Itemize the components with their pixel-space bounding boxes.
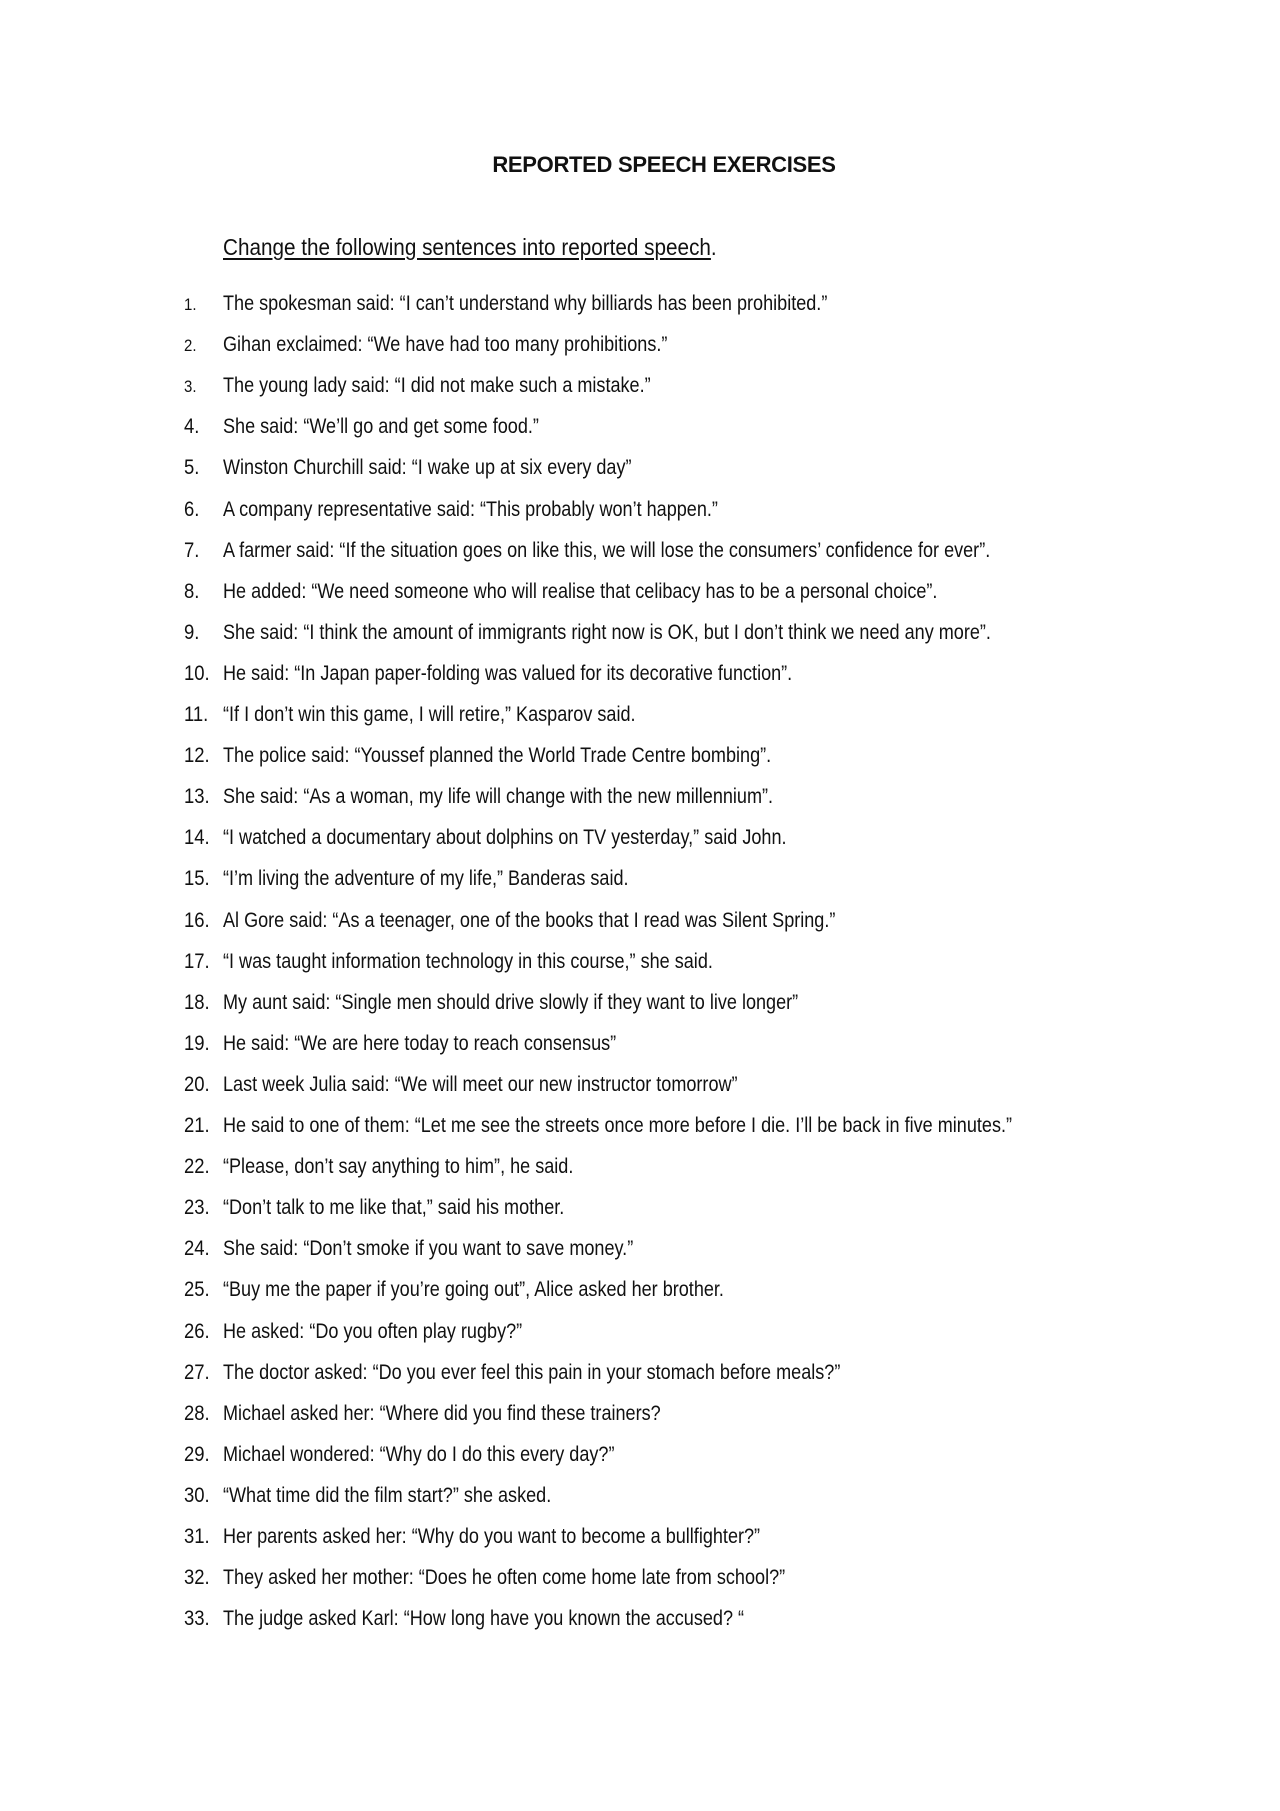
item-number: 9. (184, 620, 200, 644)
item-number: 21. (184, 1114, 210, 1137)
item-sentence: She said: “Don’t smoke if you want to save money.” (223, 1237, 634, 1261)
instruction-period: . (710, 234, 717, 260)
item-sentence: “Buy me the paper if you’re going out”, Alice asked her brother. (223, 1278, 724, 1302)
item-sentence: Her parents asked her: “Why do you want to become a bullfighter?” (223, 1525, 761, 1548)
item-sentence: A company representative said: “This probably won’t happen.” (223, 497, 718, 521)
item-sentence: Al Gore said: “As a teenager, one of the books that I read was Silent Spring.” (223, 908, 836, 932)
instruction (223, 234, 717, 261)
item-number: 7. (184, 538, 200, 562)
item-sentence: The spokesman said: “I can’t understand why billiards has been prohibited.” (223, 292, 828, 315)
item-number: 24. (184, 1237, 210, 1261)
item-sentence: He asked: “Do you often play rugby?” (223, 1319, 523, 1343)
item-sentence: Gihan exclaimed: “We have had too many prohibitions.” (223, 333, 668, 357)
item-number: 16. (184, 908, 210, 932)
item-sentence: She said: “I think the amount of immigrants right now is OK, but I don’t think we need any more”. (223, 620, 991, 644)
item-number: 14. (184, 826, 210, 850)
item-number: 8. (184, 579, 200, 603)
item-number: 19. (184, 1031, 210, 1055)
item-number: 29. (184, 1442, 210, 1466)
item-sentence: “What time did the film start?” she asked. (223, 1483, 552, 1507)
item-number: 18. (184, 990, 210, 1014)
item-sentence: Michael wondered: “Why do I do this every day?” (223, 1442, 615, 1466)
item-sentence: Winston Churchill said: “I wake up at six every day” (223, 456, 632, 480)
item-sentence: A farmer said: “If the situation goes on like this, we will lose the consumers’ confidence for ever”. (223, 538, 991, 562)
item-number: 15. (184, 867, 210, 891)
item-sentence: “I was taught information technology in this course,” she said. (223, 949, 713, 973)
item-sentence: They asked her mother: “Does he often come home late from school?” (223, 1566, 786, 1590)
item-sentence: The judge asked Karl: “How long have you known the accused? “ (223, 1607, 745, 1631)
item-sentence: “Don’t talk to me like that,” said his mother. (223, 1196, 565, 1220)
item-number: 12. (184, 744, 210, 768)
item-sentence: He said: “In Japan paper-folding was valued for its decorative function”. (223, 661, 793, 685)
item-sentence: “Please, don’t say anything to him”, he said. (223, 1155, 574, 1179)
item-sentence: He added: “We need someone who will realise that celibacy has to be a personal choice”. (223, 579, 938, 603)
item-number: 17. (184, 949, 210, 973)
item-number: 32. (184, 1566, 210, 1590)
item-number: 4. (184, 415, 200, 439)
item-number: 22. (184, 1155, 210, 1179)
item-number: 2. (184, 336, 197, 356)
item-sentence: Last week Julia said: “We will meet our new instructor tomorrow” (223, 1072, 738, 1096)
item-number: 1. (184, 295, 197, 314)
item-number: 3. (184, 377, 197, 397)
item-sentence: The young lady said: “I did not make such a mistake.” (223, 374, 651, 398)
item-number: 26. (184, 1319, 210, 1343)
item-sentence: He said to one of them: “Let me see the streets once more before I die. I’ll be back in five minutes.” (223, 1114, 1013, 1137)
item-number: 33. (184, 1607, 210, 1631)
item-number: 20. (184, 1072, 210, 1096)
item-number: 5. (184, 456, 200, 480)
item-number: 13. (184, 785, 210, 809)
item-number: 23. (184, 1196, 210, 1220)
item-sentence: “I watched a documentary about dolphins on TV yesterday,” said John. (223, 826, 787, 850)
item-sentence: He said: “We are here today to reach consensus” (223, 1031, 617, 1055)
item-number: 30. (184, 1483, 210, 1507)
item-number: 25. (184, 1278, 210, 1302)
item-sentence: Michael asked her: “Where did you find these trainers? (223, 1401, 661, 1425)
page-title: REPORTED SPEECH EXERCISES (492, 152, 836, 177)
item-sentence: She said: “As a woman, my life will change with the new millennium”. (223, 785, 774, 809)
item-number: 31. (184, 1525, 210, 1548)
instruction-text: Change the following sentences into reported speech (223, 234, 711, 260)
item-number: 6. (184, 497, 200, 521)
item-sentence: The police said: “Youssef planned the World Trade Centre bombing”. (223, 744, 772, 768)
item-sentence: “If I don’t win this game, I will retire,” Kasparov said. (223, 703, 636, 726)
item-number: 10. (184, 661, 210, 685)
item-sentence: “I’m living the adventure of my life,” Banderas said. (223, 867, 629, 891)
item-sentence: My aunt said: “Single men should drive slowly if they want to live longer” (223, 990, 799, 1014)
item-number: 11. (184, 703, 209, 726)
item-number: 27. (184, 1360, 210, 1384)
item-sentence: She said: “We’ll go and get some food.” (223, 415, 539, 439)
item-number: 28. (184, 1401, 210, 1425)
item-sentence: The doctor asked: “Do you ever feel this pain in your stomach before meals?” (223, 1360, 841, 1384)
